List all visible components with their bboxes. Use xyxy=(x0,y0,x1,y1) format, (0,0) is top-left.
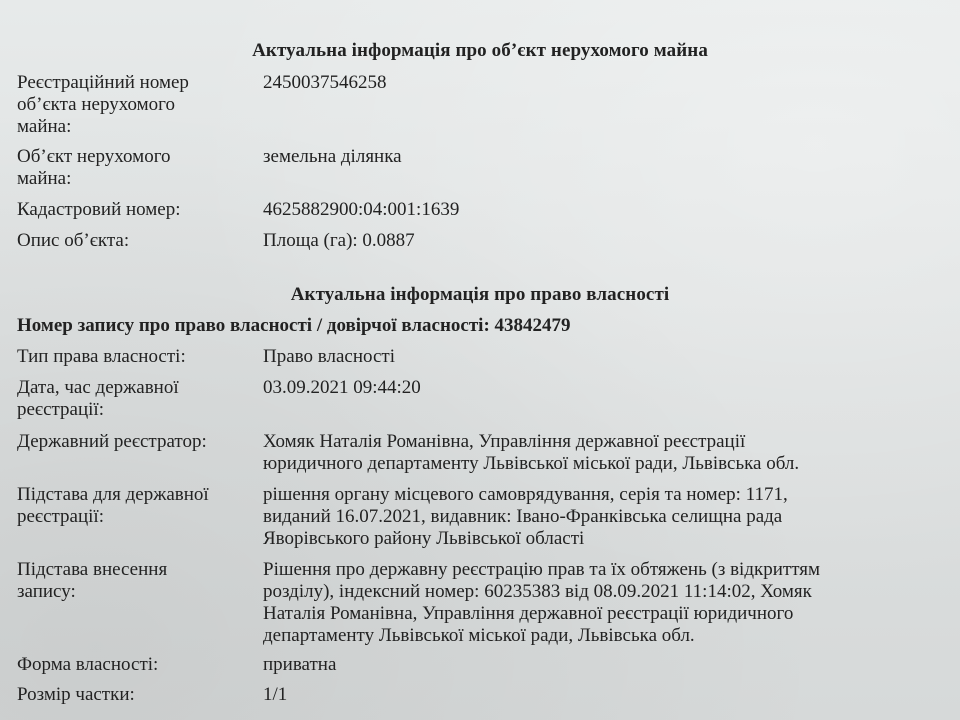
field-label: Тип права власності: xyxy=(17,346,186,367)
field-value: Площа (га): 0.0887 xyxy=(263,230,415,251)
field-value: Право власності xyxy=(263,346,395,367)
field-label: Підстава для державної реєстрації: xyxy=(17,484,209,527)
field-label: Об’єкт нерухомого майна: xyxy=(17,146,171,189)
field-label: Форма власності: xyxy=(17,654,159,675)
ownership-record-number: Номер запису про право власності / довірчої власності: 43842479 xyxy=(17,315,571,336)
field-value: 03.09.2021 09:44:20 xyxy=(263,377,421,398)
field-value: 4625882900:04:001:1639 xyxy=(263,199,460,220)
property-section-title: Актуальна інформація про об’єкт нерухомого майна xyxy=(252,40,708,61)
field-value: приватна xyxy=(263,654,337,675)
field-value: рішення органу місцевого самоврядування, серія та номер: 1171, виданий 16.07.2021, видавник: Івано-Франківська селищна рада Яворівського району Львівської області xyxy=(263,484,788,549)
ownership-section-title: Актуальна інформація про право власності xyxy=(290,284,670,305)
field-value: Хомяк Наталія Романівна, Управління державної реєстрації юридичного департаменту Львівської міської ради, Львівська обл. xyxy=(263,431,800,474)
field-label: Опис об’єкта: xyxy=(17,230,130,251)
field-label: Державний реєстратор: xyxy=(17,431,207,452)
field-value: Рішення про державну реєстрацію прав та їх обтяжень (з відкриттям розділу), індексний номер: 60235383 від 08.09.2021 11:14:02, Хомяк Наталія Романівна, Управління державної реєстрації юридичного департаменту Львівської міської ради, Львівська обл. xyxy=(263,559,821,646)
field-label: Кадастровий номер: xyxy=(17,199,181,220)
field-value: 1/1 xyxy=(263,684,288,705)
field-label: Підстава внесення запису: xyxy=(17,559,168,602)
field-value: земельна ділянка xyxy=(263,146,402,167)
field-label: Дата, час державної реєстрації: xyxy=(17,377,179,420)
field-label: Розмір частки: xyxy=(17,684,135,705)
field-label: Реєстраційний номер об’єкта нерухомого майна: xyxy=(17,72,189,137)
field-value: 2450037546258 xyxy=(263,72,387,93)
